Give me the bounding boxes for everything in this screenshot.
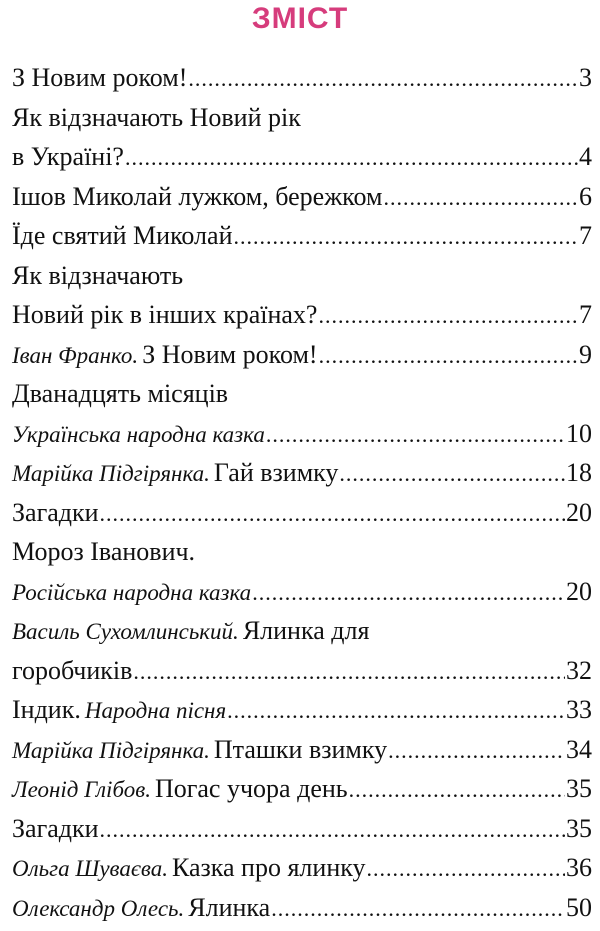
entry-title: Загадки [12, 497, 99, 527]
dot-leader [388, 731, 565, 771]
toc-entry [12, 730, 592, 770]
page-number: 18 [566, 458, 592, 487]
toc-entry [12, 809, 592, 849]
entry-title: Як відзначають [12, 260, 184, 290]
entry-author: Марійка Підгірянка. [12, 737, 210, 763]
entry-author: Ольга Шуваєва. [12, 856, 168, 881]
dot-leader [133, 652, 565, 692]
page-number: 50 [566, 892, 592, 922]
dot-leader [100, 494, 565, 534]
toc-entry [12, 177, 592, 217]
toc-entry [12, 651, 592, 691]
toc-entry [12, 295, 592, 335]
entry-title: Індик. [12, 695, 81, 724]
dot-leader [233, 217, 578, 257]
page-number: 36 [566, 853, 592, 882]
page-number: 34 [566, 734, 592, 764]
entry-title: Пташки взимку [213, 734, 388, 764]
dot-leader [271, 889, 565, 929]
entry-title: Новий рік в інших країнах? [12, 300, 318, 329]
entry-title: Дванадцять місяців [12, 379, 229, 408]
entry-author: Олександр Олесь. [12, 895, 185, 921]
page-number: 10 [566, 418, 592, 448]
entry-author: Іван Франко. [12, 342, 139, 368]
table-of-contents [12, 58, 592, 927]
page-number: 4 [579, 142, 592, 171]
dot-leader [125, 138, 578, 178]
toc-entry [12, 453, 592, 493]
toc-entry [12, 532, 592, 572]
toc-entry [12, 137, 592, 177]
dot-leader [100, 810, 565, 850]
page-number: 20 [566, 576, 592, 606]
page-number: 7 [579, 300, 592, 329]
entry-title: Гай взимку [213, 458, 339, 487]
entry-title: в Україні? [12, 142, 124, 171]
entry-title: Ялинка [188, 892, 271, 922]
dot-leader [319, 336, 578, 376]
dot-leader [188, 59, 578, 99]
dot-leader [266, 415, 565, 455]
toc-entry [12, 769, 592, 809]
entry-title: З Новим роком! [142, 339, 318, 369]
entry-title: Казка про ялинку [171, 853, 366, 882]
toc-entry [12, 335, 592, 375]
dot-leader [383, 178, 578, 218]
page-number: 6 [579, 181, 592, 211]
entry-title: Ішов Миколай лужком, бережком [12, 181, 383, 211]
entry-author: Леонід Глібов. [12, 777, 151, 802]
toc-entry [12, 690, 592, 730]
entry-author: Українська народна казка [12, 421, 265, 447]
entry-title: Їде святий Миколай [12, 221, 233, 250]
dot-leader [339, 454, 565, 494]
dot-leader [349, 770, 565, 810]
toc-entry [12, 98, 592, 138]
entry-title: Мороз Іванович. [12, 537, 196, 566]
toc-entry [12, 58, 592, 98]
dot-leader [318, 296, 578, 336]
entry-title: горобчиків [12, 655, 133, 685]
page-title: ЗМІСТ [251, 2, 349, 35]
toc-entry [12, 848, 592, 888]
entry-author: Російська народна казка [12, 579, 252, 605]
entry-author: Марійка Підгірянка. [12, 461, 210, 486]
entry-author: Василь Сухомлинський. [12, 619, 239, 644]
toc-entry [12, 888, 592, 928]
entry-title: Ялинка для [242, 616, 370, 645]
entry-title: З Новим роком! [12, 63, 188, 92]
page-number: 20 [566, 497, 592, 527]
toc-entry [12, 611, 592, 651]
toc-entry [12, 572, 592, 612]
toc-entry [12, 374, 592, 414]
page-number: 3 [579, 63, 592, 92]
entry-subtitle: Народна пісня [84, 698, 227, 723]
toc-entry [12, 414, 592, 454]
toc-entry [12, 216, 592, 256]
page-number: 9 [579, 339, 592, 369]
page-number: 35 [566, 813, 592, 843]
page-number: 33 [566, 695, 592, 724]
entry-title: Як відзначають Новий рік [12, 102, 301, 132]
page-number: 7 [579, 221, 592, 250]
entry-title: Загадки [12, 813, 99, 843]
entry-title: Погас учора день [154, 774, 348, 803]
toc-entry [12, 256, 592, 296]
dot-leader [227, 691, 565, 731]
dot-leader [252, 573, 565, 613]
page-number: 35 [566, 774, 592, 803]
page-number: 32 [566, 655, 592, 685]
toc-entry [12, 493, 592, 533]
